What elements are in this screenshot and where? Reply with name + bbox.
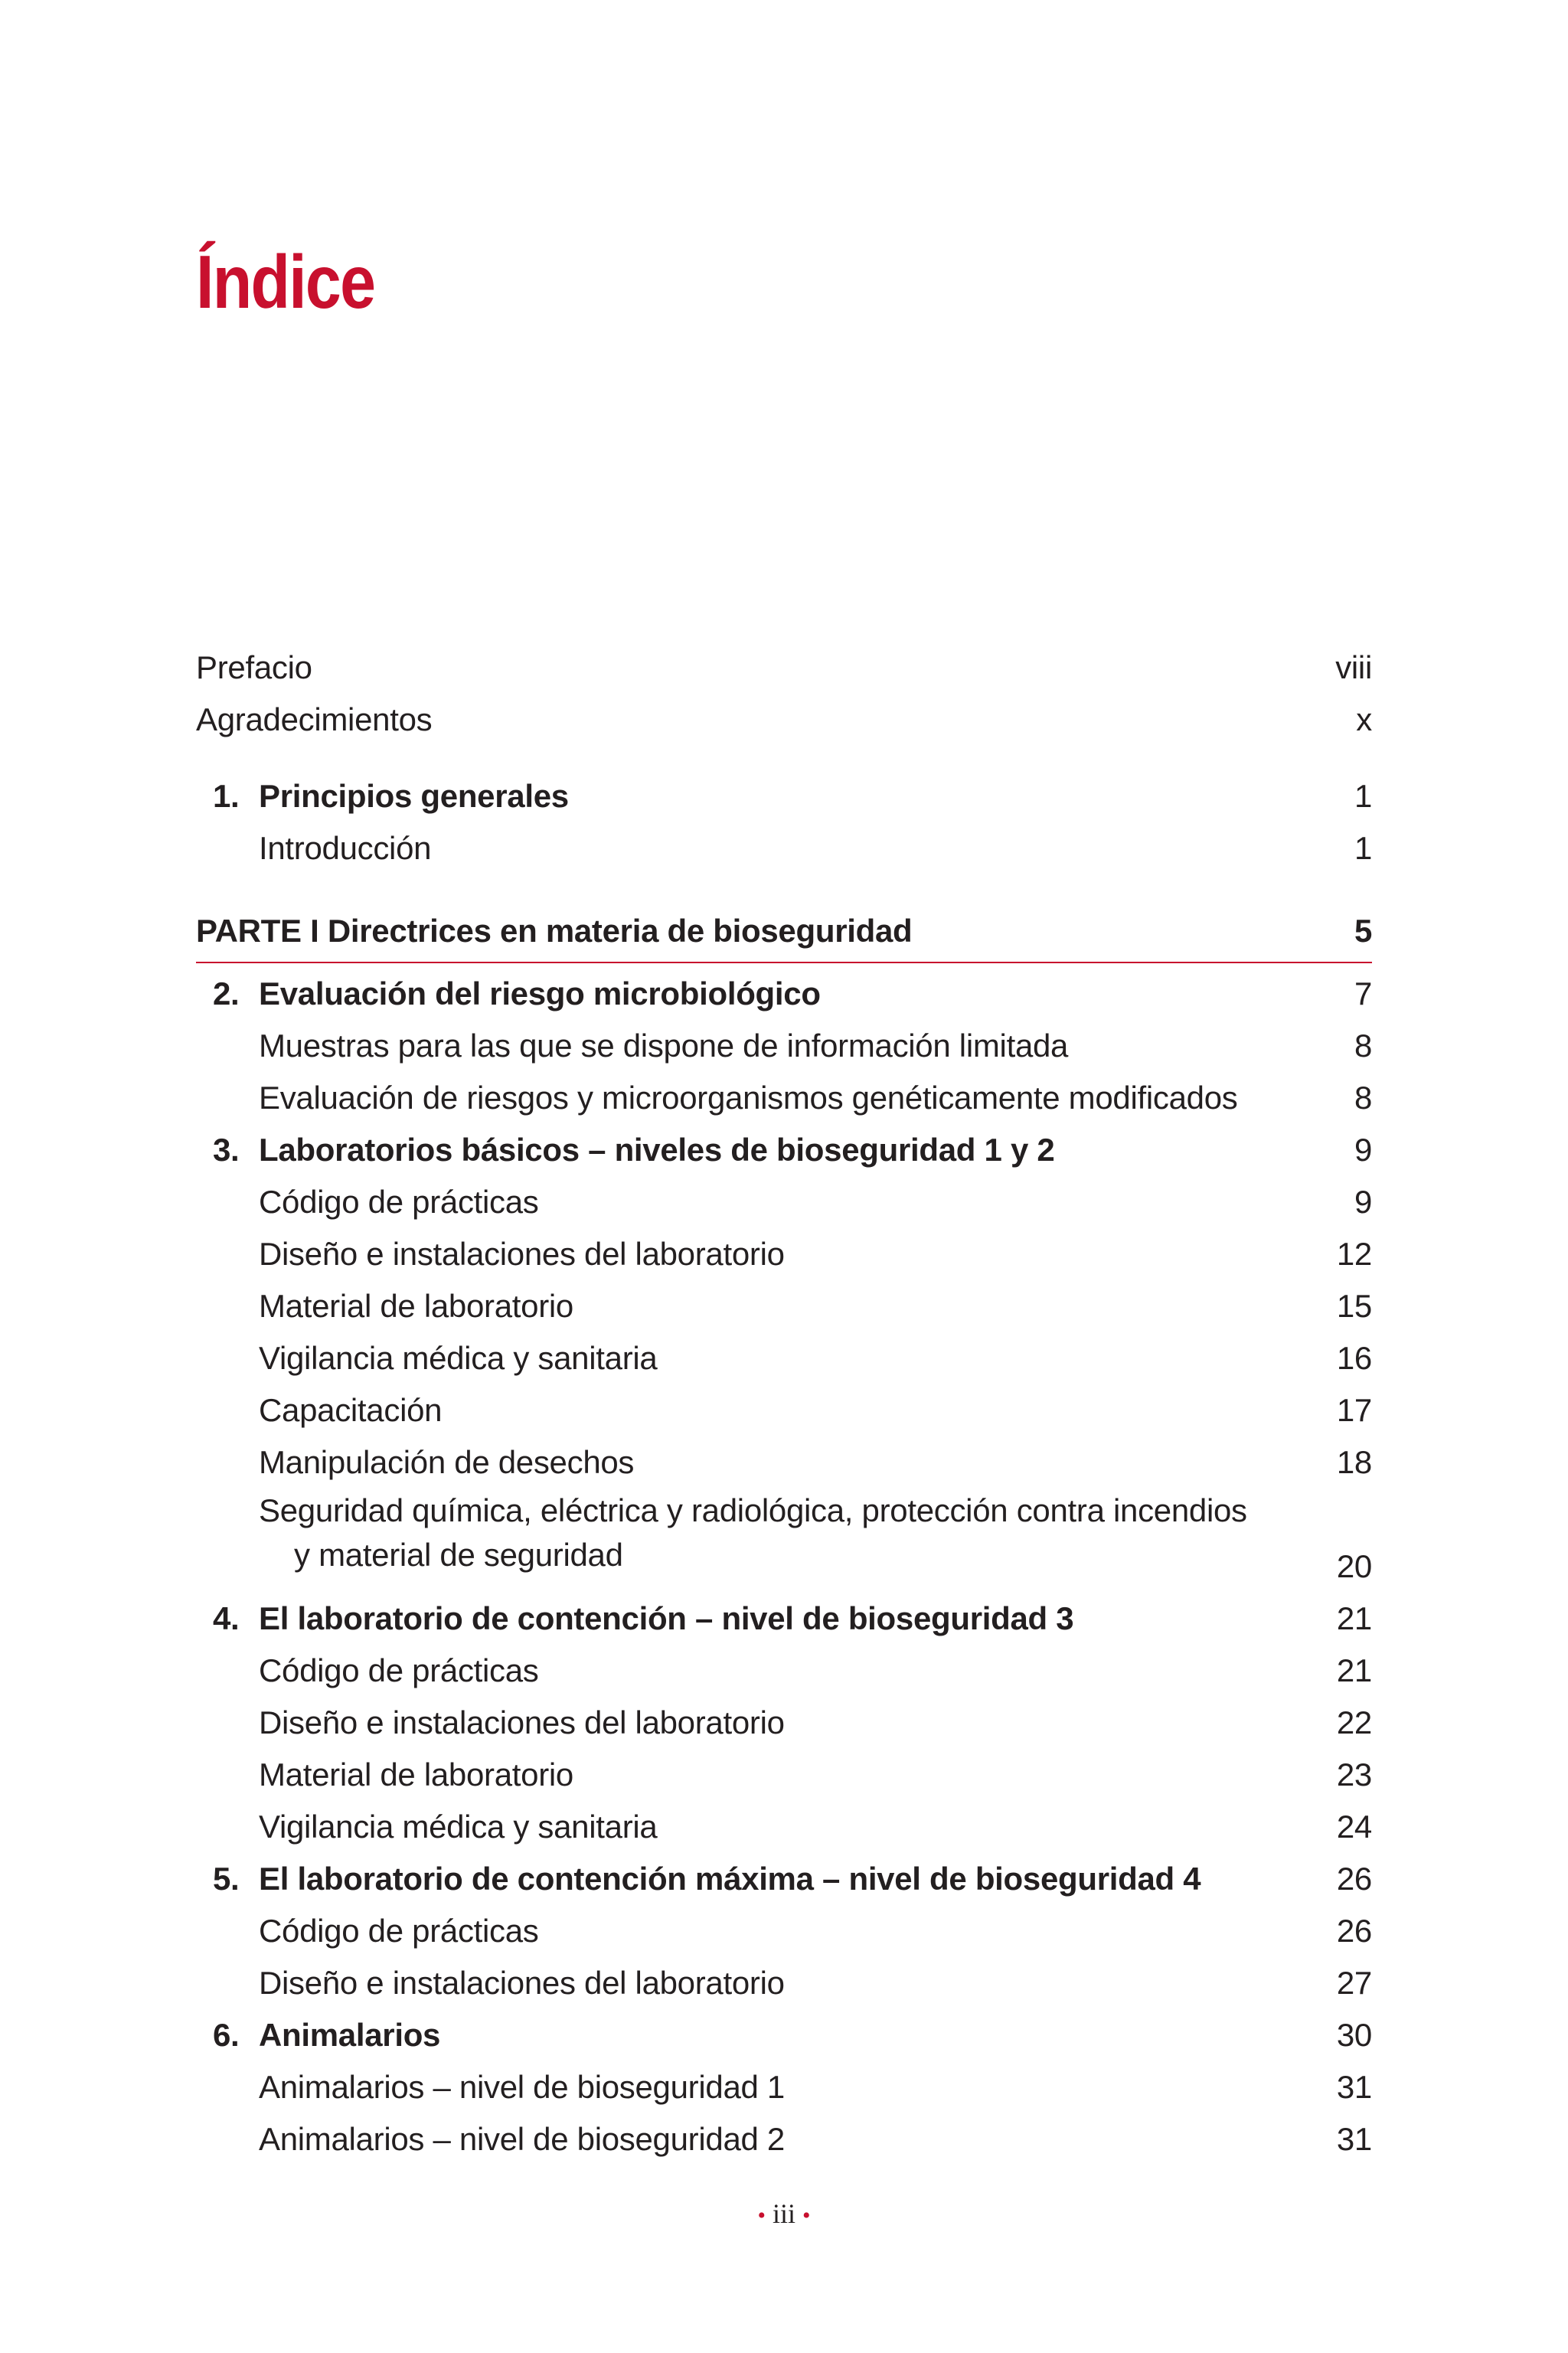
toc-page-number: 9	[1354, 1132, 1372, 1168]
toc-section[interactable]	[196, 1905, 1372, 1957]
chapter-title: El laboratorio de contención máxima – nivel de bioseguridad 4	[259, 1861, 1201, 1897]
part-title: PARTE I Directrices en materia de bioseguridad	[196, 913, 913, 949]
toc-chapter-3[interactable]	[196, 1124, 1372, 1176]
section-title: Introducción	[259, 830, 432, 866]
toc-part-1[interactable]	[196, 904, 1372, 963]
section-title: Diseño e instalaciones del laboratorio	[259, 1965, 785, 2001]
chapter-title: El laboratorio de contención – nivel de bioseguridad 3	[259, 1600, 1074, 1636]
toc-page-number: 8	[1354, 1028, 1372, 1064]
chapter-number: 2.	[213, 976, 240, 1011]
toc-page-number: 30	[1336, 2017, 1372, 2053]
toc-section[interactable]	[196, 1176, 1372, 1228]
section-title: Capacitación	[259, 1392, 443, 1428]
chapter-number: 5.	[213, 1861, 240, 1897]
toc-section[interactable]	[196, 1020, 1372, 1072]
toc-section[interactable]	[196, 1697, 1372, 1749]
toc-page-number: 31	[1336, 2069, 1372, 2105]
section-title: Evaluación de riesgos y microorganismos genéticamente modificados	[259, 1080, 1238, 1116]
page-folio	[0, 2198, 1568, 2230]
table-of-contents	[196, 642, 1372, 2165]
toc-section[interactable]	[196, 1645, 1372, 1697]
toc-page-number: 20	[1336, 1548, 1372, 1584]
section-title: Código de prácticas	[259, 1184, 539, 1220]
toc-page-number: 5	[1354, 913, 1372, 949]
section-title	[259, 1489, 1269, 1577]
toc-section[interactable]	[196, 2061, 1372, 2113]
toc-page-number: 31	[1336, 2121, 1372, 2157]
toc-section[interactable]	[196, 2113, 1372, 2165]
toc-page-number: 24	[1336, 1809, 1372, 1845]
section-title-line-1: Seguridad química, eléctrica y radiológica, protección contra incendios	[259, 1492, 1247, 1528]
toc-entry-prefacio[interactable]	[196, 642, 1372, 694]
toc-page-number: 21	[1336, 1600, 1372, 1636]
toc-section[interactable]	[196, 822, 1372, 874]
page-number: iii	[772, 2198, 795, 2229]
toc-page-number: 21	[1336, 1652, 1372, 1688]
chapter-title: Laboratorios básicos – niveles de bioseguridad 1 y 2	[259, 1132, 1055, 1168]
toc-page-number: 15	[1336, 1288, 1372, 1324]
toc-section[interactable]	[196, 1280, 1372, 1332]
toc-section[interactable]	[196, 1384, 1372, 1436]
toc-page-number: 1	[1354, 830, 1372, 866]
chapter-number: 6.	[213, 2017, 240, 2053]
toc-section[interactable]	[196, 1072, 1372, 1124]
chapter-title: Evaluación del riesgo microbiológico	[259, 976, 821, 1011]
page-title: Índice	[196, 240, 375, 324]
toc-section-wrapped[interactable]	[196, 1489, 1372, 1593]
section-title: Vigilancia médica y sanitaria	[259, 1809, 658, 1845]
toc-page-number: 7	[1354, 976, 1372, 1011]
section-title: Vigilancia médica y sanitaria	[259, 1340, 658, 1376]
toc-page-number: 26	[1336, 1913, 1372, 1949]
toc-chapter-6[interactable]	[196, 2009, 1372, 2061]
toc-chapter-2[interactable]	[196, 968, 1372, 1020]
toc-section[interactable]	[196, 1801, 1372, 1853]
toc-section[interactable]	[196, 1957, 1372, 2009]
toc-entry-label: Prefacio	[196, 649, 312, 685]
toc-page-number: x	[1356, 701, 1372, 737]
bullet-icon: •	[802, 2203, 811, 2228]
toc-chapter-4[interactable]	[196, 1593, 1372, 1645]
toc-page-number: 18	[1336, 1444, 1372, 1480]
toc-section[interactable]	[196, 1332, 1372, 1384]
spacer	[196, 874, 1372, 904]
section-title: Animalarios – nivel de bioseguridad 1	[259, 2069, 785, 2105]
section-title: Código de prácticas	[259, 1652, 539, 1688]
toc-page-number: 12	[1336, 1236, 1372, 1272]
toc-chapter-1[interactable]	[196, 770, 1372, 822]
toc-page-number: 8	[1354, 1080, 1372, 1116]
toc-page-number: 22	[1336, 1704, 1372, 1740]
toc-page-number: 23	[1336, 1757, 1372, 1793]
toc-page-number: 1	[1354, 778, 1372, 814]
toc-page-number: 27	[1336, 1965, 1372, 2001]
section-title: Manipulación de desechos	[259, 1444, 635, 1480]
toc-section[interactable]	[196, 1749, 1372, 1801]
chapter-number: 4.	[213, 1600, 240, 1636]
toc-page-number: viii	[1335, 649, 1372, 685]
toc-entry-agradecimientos[interactable]	[196, 694, 1372, 746]
toc-page-number: 26	[1336, 1861, 1372, 1897]
toc-page-number: 9	[1354, 1184, 1372, 1220]
spacer	[196, 746, 1372, 770]
toc-page-number: 17	[1336, 1392, 1372, 1428]
section-title: Muestras para las que se dispone de información limitada	[259, 1028, 1069, 1064]
section-title: Código de prácticas	[259, 1913, 539, 1949]
toc-section[interactable]	[196, 1228, 1372, 1280]
section-title: Diseño e instalaciones del laboratorio	[259, 1236, 785, 1272]
section-title: Diseño e instalaciones del laboratorio	[259, 1704, 785, 1740]
toc-entry-label: Agradecimientos	[196, 701, 433, 737]
section-title: Material de laboratorio	[259, 1288, 573, 1324]
chapter-title: Principios generales	[259, 778, 569, 814]
toc-section[interactable]	[196, 1436, 1372, 1489]
chapter-number: 3.	[213, 1132, 240, 1168]
toc-page-number: 16	[1336, 1340, 1372, 1376]
section-title: Animalarios – nivel de bioseguridad 2	[259, 2121, 785, 2157]
section-title-line-2: y material de seguridad	[294, 1537, 623, 1573]
chapter-number: 1.	[213, 778, 240, 814]
chapter-title: Animalarios	[259, 2017, 441, 2053]
section-title: Material de laboratorio	[259, 1757, 573, 1793]
toc-chapter-5[interactable]	[196, 1853, 1372, 1905]
bullet-icon: •	[757, 2203, 766, 2228]
